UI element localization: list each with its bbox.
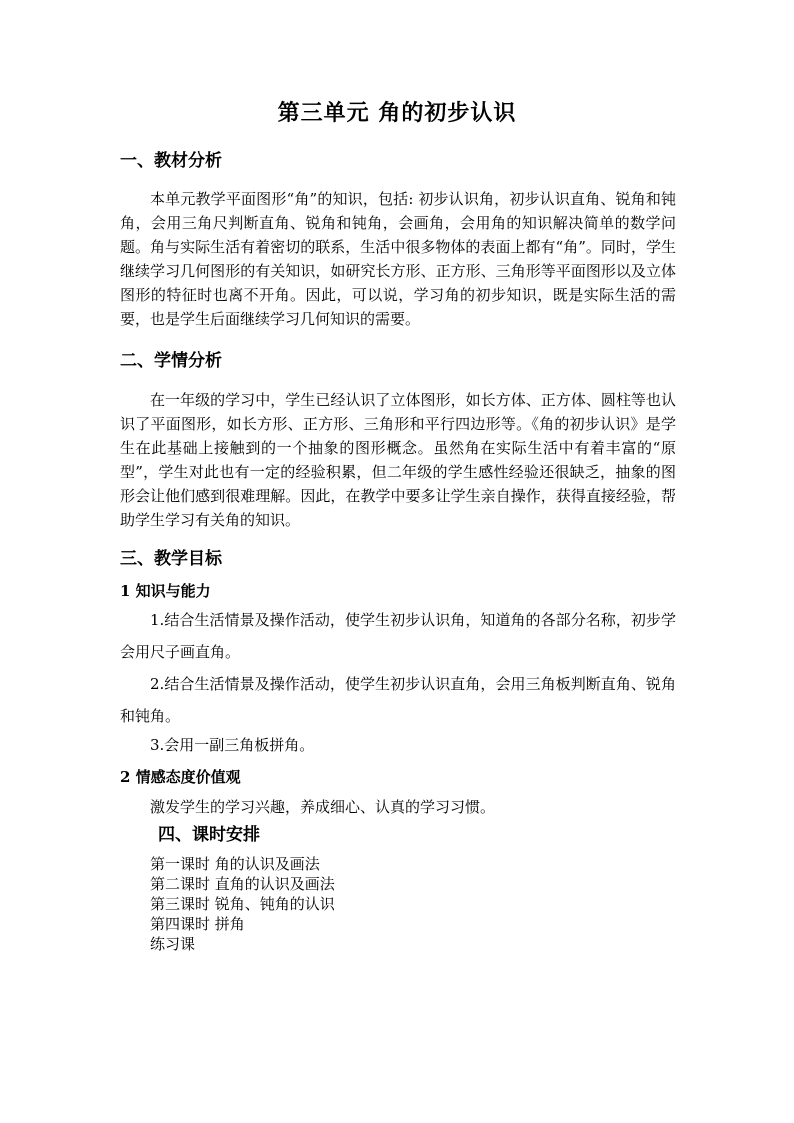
- subheading-emotion-values: 2 情感态度价值观: [120, 768, 241, 786]
- section-heading-textbook-analysis: 一、教材分析: [120, 151, 222, 171]
- textbook-analysis-paragraph: 本单元教学平面图形“角”的知识，包括: 初步认识角，初步认识直角、锐角和钝角，会用三角尺判断直角、锐角和钝角，会画角，会用角的知识解决简单的数学问题。角与实际生活有着密切的联系，生活中很多物体的表面上都有“角”。同时，学生继续学习几何图形的有关知识，如研究长方形、正方形、三角形等平面图形以及立体图形的特征时也离不开角。因此，可以说，学习角的初步知识，既是实际生活的需要，也是学生后面继续学习几何知识的需要。: [120, 190, 676, 328]
- emotion-values-paragraph: 激发学生的学习兴趣，养成细心、认真的学习习惯。: [150, 798, 496, 816]
- schedule-item-3: 第三课时 锐角、钝角的认识: [150, 895, 335, 913]
- schedule-list: [150, 854, 335, 954]
- schedule-item-5: 练习课: [150, 935, 196, 953]
- goal-item-2: 2.结合生活情景及操作活动，使学生初步认识直角，会用三角板判断直角、锐角和钝角。: [120, 675, 676, 725]
- section-heading-schedule: 四、课时安排: [158, 825, 260, 845]
- document-title: 第三单元 角的初步认识: [277, 100, 517, 126]
- section-heading-teaching-goals: 三、教学目标: [120, 549, 222, 569]
- subheading-knowledge-ability: 1 知识与能力: [120, 582, 211, 600]
- goal-item-3: 3.会用一副三角板拼角。: [150, 736, 315, 754]
- schedule-item-2: 第二课时 直角的认识及画法: [150, 875, 335, 893]
- schedule-item-1: 第一课时 角的认识及画法: [150, 855, 320, 873]
- section-heading-student-analysis: 二、学情分析: [120, 351, 222, 371]
- schedule-item-4: 第四课时 拼角: [150, 915, 245, 933]
- student-analysis-paragraph: 在一年级的学习中，学生已经认识了立体图形，如长方体、正方体、圆柱等也认识了平面图形，如长方形、正方形、三角形和平行四边形等。《角的初步认识》是学生在此基础上接触到的一个抽象的图形概念。虽然角在实际生活中有着丰富的“原型”，学生对此也有一定的经验积累，但二年级的学生感性经验还很缺乏，抽象的图形会让他们感到很难理解。因此，在教学中要多让学生亲自操作，获得直接经验，帮助学生学习有关角的知识。: [120, 391, 676, 529]
- goal-item-1: 1.结合生活情景及操作活动，使学生初步认识角，知道角的各部分名称，初步学会用尺子画直角。: [120, 611, 676, 661]
